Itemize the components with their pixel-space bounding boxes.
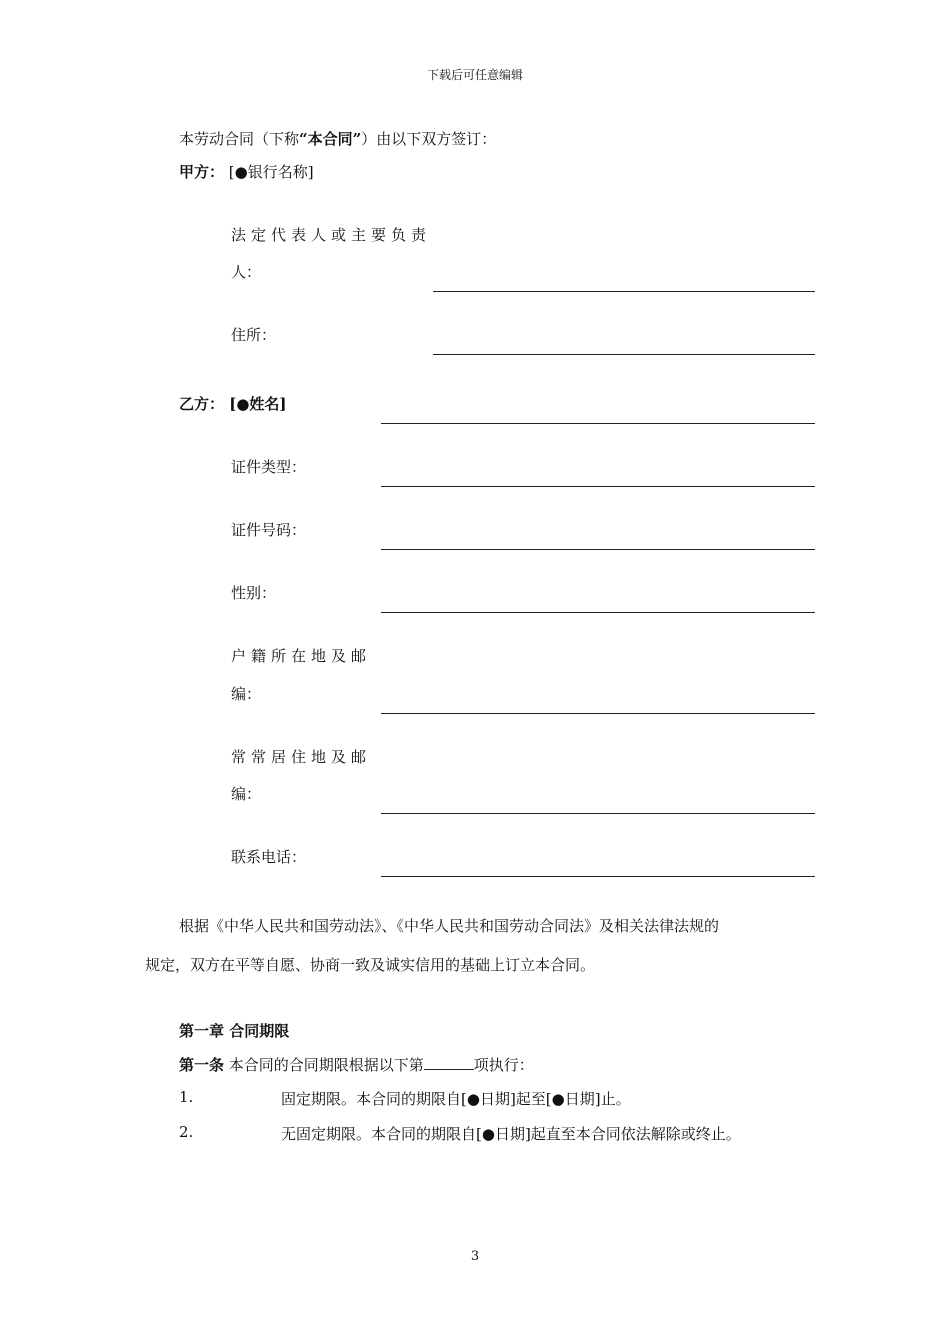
party-a-address-fill-line[interactable] — [433, 354, 815, 355]
party-a-value: [●银行名称] — [228, 163, 314, 181]
list-item-2-text: 无固定期限。本合同的期限自[●日期]起直至本合同依法解除或终止。 — [281, 1125, 741, 1143]
page-number: 3 — [470, 1249, 480, 1264]
id-type-fill-line[interactable] — [381, 486, 815, 487]
residence-fill-line[interactable] — [381, 813, 815, 814]
article-1-pre: 本合同的合同期限根据以下第 — [224, 1056, 424, 1074]
id-number-label: 证件号码： — [231, 521, 307, 539]
residence-label-line2: 编： — [231, 785, 262, 803]
hukou-fill-line[interactable] — [381, 713, 815, 714]
gender-fill-line[interactable] — [381, 612, 815, 613]
party-a-rep-label-line1: 法定代表人或主要负责 — [231, 226, 432, 244]
hukou-label-line1: 户籍所在地及邮 — [231, 647, 372, 665]
chapter-title: 第一章 合同期限 — [179, 1022, 290, 1040]
page-header: 下载后可任意编辑 — [426, 68, 523, 82]
article-1-post: 项执行： — [473, 1056, 534, 1074]
party-b-label: 乙方： — [179, 395, 225, 413]
id-number-fill-line[interactable] — [381, 549, 815, 550]
hukou-label-line2: 编： — [231, 685, 262, 703]
list-item-2-num: 2. — [179, 1123, 194, 1141]
article-1-blank[interactable] — [424, 1055, 474, 1070]
list-item-1-text: 固定期限。本合同的期限自[●日期]起至[●日期]止。 — [281, 1090, 631, 1108]
intro-term: “本合同” — [299, 130, 362, 148]
intro-paragraph — [179, 128, 496, 149]
list-item-1-num: 1. — [179, 1088, 194, 1106]
party-b-name-fill-line[interactable] — [381, 423, 815, 424]
residence-label-line1: 常常居住地及邮 — [231, 748, 372, 766]
party-b-value: [●姓名] — [229, 395, 287, 413]
party-a-heading — [179, 161, 314, 182]
id-type-label: 证件类型： — [231, 458, 307, 476]
basis-line1: 根据《中华人民共和国劳动法》、《中华人民共和国劳动合同法》及相关法律法规的 — [179, 917, 720, 935]
gender-label: 性别： — [231, 584, 277, 602]
basis-line2: 规定，双方在平等自愿、协商一致及诚实信用的基础上订立本合同。 — [145, 956, 596, 974]
party-a-address-label: 住所： — [231, 326, 277, 344]
party-a-rep-label-line2: 人： — [231, 263, 262, 281]
article-1-label: 第一条 — [179, 1056, 225, 1074]
party-b-heading — [179, 393, 287, 414]
phone-label: 联系电话： — [231, 848, 307, 866]
phone-fill-line[interactable] — [381, 876, 815, 877]
intro-post: ）由以下双方签订： — [361, 130, 497, 148]
party-a-rep-fill-line[interactable] — [433, 291, 815, 292]
intro-pre: 本劳动合同（下称 — [179, 130, 300, 148]
party-a-label: 甲方： — [179, 163, 225, 181]
article-1 — [179, 1054, 534, 1075]
